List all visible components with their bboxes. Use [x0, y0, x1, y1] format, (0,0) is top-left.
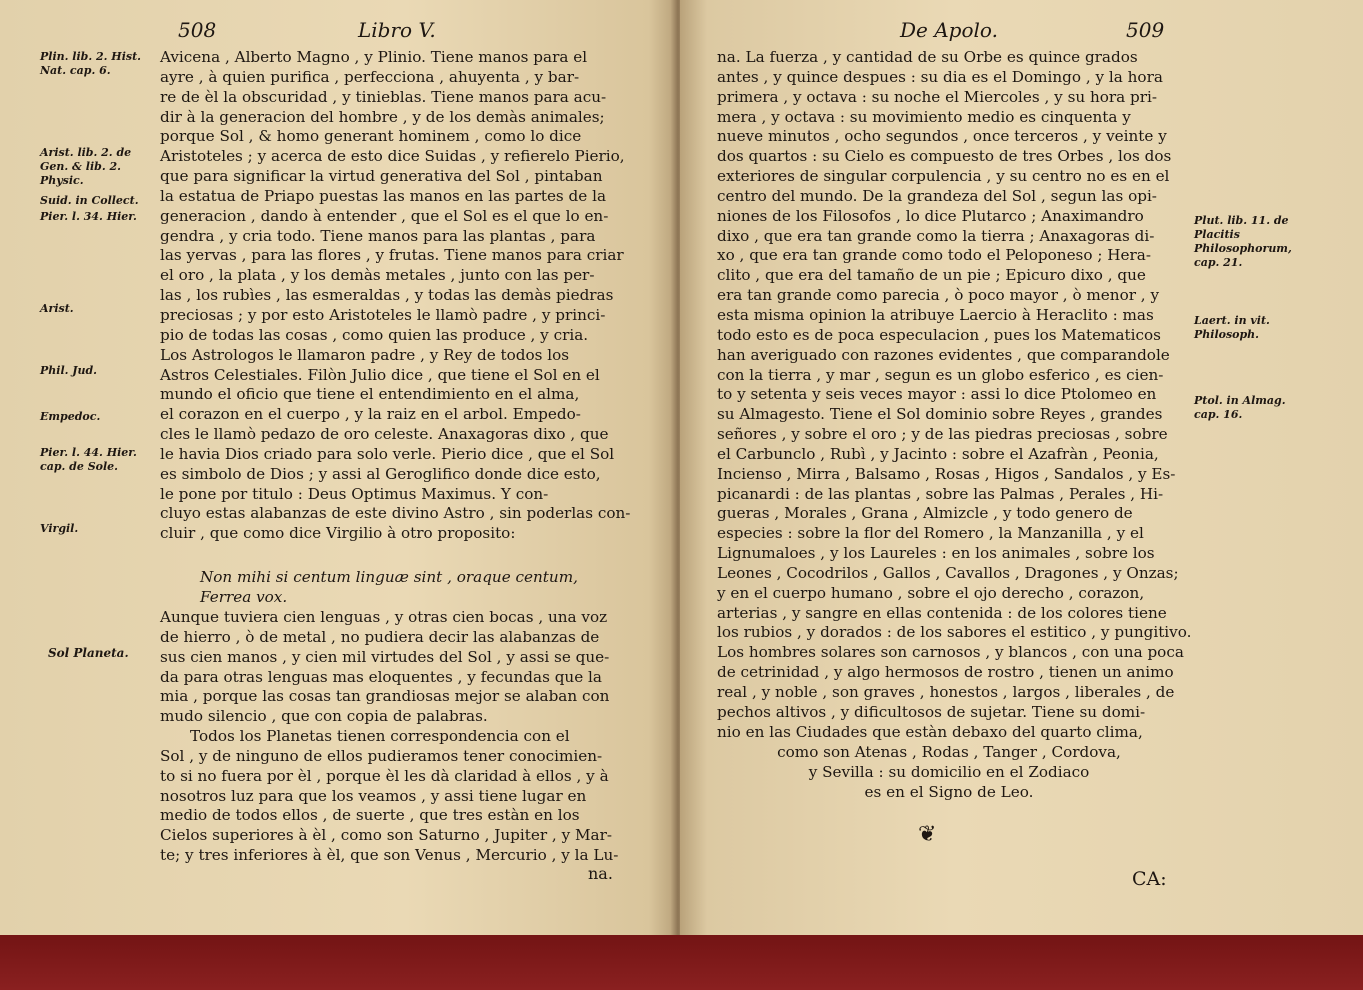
text-line: el Carbunclo , Rubì , y Jacinto : sobre el Azafràn , Peonia, — [717, 444, 1159, 463]
text-line: centro del mundo. De la grandeza del Sol , segun las opi- — [717, 186, 1157, 205]
text-line: el corazon en el cuerpo , y la raiz en el arbol. Empedo- — [160, 405, 581, 424]
text-line: era tan grande como parecia , ò poco mayor , ò menor , y — [717, 286, 1160, 305]
folio-left: 508 — [178, 18, 217, 42]
text-line: re de èl la obscuridad , y tinieblas. Tiene manos para acu- — [160, 87, 607, 106]
text-line: gueras , Morales , Grana , Almizcle , y todo genero de — [717, 504, 1133, 523]
text-line: pio de todas las cosas , como quien las produce , y cria. — [160, 325, 589, 344]
text-line: cles le llamò pedazo de oro celeste. Anaxagoras dixo , que — [160, 425, 609, 444]
verse-line: Ferrea vox. — [200, 587, 288, 606]
text-line: han averiguado con razones evidentes , que comparandole — [717, 345, 1170, 364]
text-line: cluir , que como dice Virgilio à otro proposito: — [160, 524, 516, 543]
text-line: Los hombres solares son carnosos , y blancos , con una poca — [717, 643, 1184, 662]
margin-note-pierio-34: Pier. l. 34. Hier. — [40, 210, 137, 223]
text-line: todo esto es de poca especulacion , pues los Matematicos — [717, 325, 1161, 344]
text-line: pechos altivos , y dificultosos de sujetar. Tiene su domi- — [717, 702, 1146, 721]
text-line: de cetrinidad , y algo hermosos de rostro , tienen un animo — [717, 663, 1174, 682]
text-line: mudo silencio , que con copia de palabras. — [160, 707, 488, 726]
text-line: preciosas ; y por esto Aristoteles le llamò padre , y princi- — [160, 305, 606, 324]
text-line: dos quartos : su Cielo es compuesto de tres Orbes , los dos — [717, 147, 1172, 166]
text-line: nio en las Ciudades que estàn debaxo del quarto clima, — [717, 722, 1143, 741]
margin-note-arist: Arist. — [40, 302, 74, 315]
text-line: picanardi : de las plantas , sobre las Palmas , Perales , Hi- — [717, 484, 1164, 503]
text-line: primera , y octava : su noche el Miercoles , y su hora pri- — [717, 87, 1158, 106]
text-line: Lignumaloes , y los Laureles : en los animales , sobre los — [717, 544, 1155, 563]
margin-note-phil-jud: Phil. Jud. — [40, 364, 98, 377]
text-line: el oro , la plata , y los demàs metales , junto con las per- — [160, 266, 595, 285]
text-line: las , los rubìes , las esmeraldas , y todas las demàs piedras — [160, 286, 614, 305]
text-line: xo , que era tan grande como todo el Peloponeso ; Hera- — [717, 246, 1151, 265]
text-line: na. La fuerza , y cantidad de su Orbe es quince grados — [717, 48, 1138, 66]
text-line: Incienso , Mirra , Balsamo , Rosas , Higos , Sandalos , y Es- — [717, 464, 1176, 483]
catchword-left: na. — [588, 864, 613, 883]
text-line: sus cien manos , y cien mil virtudes del Sol , y assi se que- — [160, 647, 610, 666]
margin-note-sol-planeta: Sol Planeta. — [48, 646, 129, 660]
text-line: generacion , dando à entender , que el Sol es el que lo en- — [160, 206, 609, 225]
text-line: mundo el oficio que tiene el entendimiento en el alma, — [160, 385, 580, 404]
text-line: dir à la generacion del hombre , y de los demàs animales; — [160, 107, 605, 126]
text-line: nueve minutos , ocho segundos , once terceros , y veinte y — [717, 127, 1167, 146]
text-line: la estatua de Priapo puestas las manos en las partes de la — [160, 186, 606, 205]
margin-note-virgil: Virgil. — [40, 522, 79, 535]
text-line: y Sevilla : su domicilio en el Zodiaco — [808, 762, 1090, 781]
text-line: Avicena , Alberto Magno , y Plinio. Tiene manos para el — [160, 48, 588, 66]
text-line: real , y noble , son graves , honestos , largos , liberales , de — [717, 683, 1175, 701]
text-line: gendra , y cria todo. Tiene manos para las plantas , para — [160, 226, 596, 245]
text-line: señores , y sobre el oro ; y de las piedras preciosas , sobre — [717, 425, 1168, 444]
text-line: cluyo estas alabanzas de este divino Astro , sin poderlas con- — [160, 504, 631, 523]
right-page — [680, 0, 1363, 935]
text-line: dixo , que era tan grande como la tierra ; Anaxagoras di- — [717, 226, 1155, 245]
text-line: especies : sobre la flor del Romero , la Manzanilla , y el — [717, 524, 1144, 543]
running-head-left: Libro V. — [358, 18, 436, 42]
margin-note-plutarco: Plut. lib. 11. de Placitis Philosophorum, cap. 21. — [1194, 214, 1292, 269]
text-line: to si no fuera por èl , porque èl les dà claridad à ellos , y à — [160, 766, 609, 785]
margin-note-suidas: Suid. in Collect. — [40, 194, 139, 207]
text-line: Aristoteles ; y acerca de esto dice Suidas , y refierelo Pierio, — [160, 147, 625, 166]
text-line: te; y tres inferiores à èl, que son Venus , Mercurio , y la Lu- — [160, 846, 619, 865]
text-line: esta misma opinion la atribuye Laercio à Heraclito : mas — [717, 305, 1154, 324]
text-line: nosotros luz para que los veamos , y assi tiene lugar en — [160, 786, 587, 805]
folio-right: 509 — [1126, 18, 1165, 42]
text-line: da para otras lenguas mas eloquentes , y fecundas que la — [160, 667, 602, 686]
text-line: de hierro , ò de metal , no pudiera decir las alabanzas de — [160, 627, 600, 646]
margin-note-pierio-44: Pier. l. 44. Hier. cap. de Sole. — [40, 446, 137, 473]
margin-note-ptolomeo: Ptol. in Almag. cap. 16. — [1194, 394, 1286, 421]
margin-note-empedoc: Empedoc. — [40, 410, 101, 423]
text-line: medio de todos ellos , de suerte , que tres estàn en los — [160, 806, 580, 825]
text-line: es en el Signo de Leo. — [864, 782, 1034, 801]
text-line: niones de los Filosofos , lo dice Plutarco ; Anaximandro — [717, 206, 1144, 225]
text-line: es simbolo de Dios ; y assi al Geroglifico donde dice esto, — [160, 464, 601, 483]
left-page — [0, 0, 676, 935]
text-line: le pone por titulo : Deus Optimus Maximus. Y con- — [160, 484, 549, 503]
left-paragraph-1 — [160, 48, 631, 544]
text-line: su Almagesto. Tiene el Sol dominio sobre Reyes , grandes — [717, 405, 1163, 424]
tailpiece-ornament: ❦ — [918, 822, 937, 847]
text-line: antes , y quince despues : su dia es el Domingo , y la hora — [717, 67, 1163, 86]
text-line: con la tierra , y mar , segun es un globo esferico , es cien- — [717, 365, 1164, 384]
text-line: Todos los Planetas tienen correspondencia con el — [190, 727, 570, 745]
text-line: como son Atenas , Rodas , Tanger , Cordova, — [777, 743, 1121, 761]
margin-note-plinio: Plin. lib. 2. Hist. Nat. cap. 6. — [40, 50, 141, 77]
text-line: Aunque tuviera cien lenguas , y otras cien bocas , una voz — [160, 608, 608, 626]
text-line: ayre , à quien purifica , perfecciona , ahuyenta , y bar- — [160, 67, 580, 86]
text-line: Cielos superiores à èl , como son Saturno , Jupiter , y Mar- — [160, 826, 612, 845]
left-paragraph-3 — [160, 727, 624, 866]
margin-note-arist-gen: Arist. lib. 2. de Gen. & lib. 2. Physic. — [40, 146, 132, 187]
latin-verse — [200, 568, 578, 608]
right-paragraph-1 — [717, 48, 1192, 743]
text-line: mera , y octava : su movimiento medio es cinquenta y — [717, 107, 1131, 126]
text-line: Astros Celestiales. Filòn Julio dice , que tiene el Sol en el — [160, 365, 600, 384]
text-line: las yervas , para las flores , y frutas. Tiene manos para criar — [160, 246, 624, 265]
text-line: y en el cuerpo humano , sobre el ojo derecho , corazon, — [717, 583, 1145, 602]
text-line: clito , que era del tamaño de un pie ; Epicuro dixo , que — [717, 266, 1146, 285]
text-line: to y setenta y seis veces mayor : assi lo dice Ptolomeo en — [717, 385, 1157, 404]
left-paragraph-2 — [160, 608, 624, 727]
text-line: que para significar la virtud generativa del Sol , pintaban — [160, 167, 603, 186]
right-closing-lines — [717, 743, 1181, 803]
margin-note-laercio: Laert. in vit. Philosoph. — [1194, 314, 1270, 341]
text-line: los rubios , y dorados : de los sabores el estitico , y pungitivo. — [717, 623, 1192, 642]
text-line: mia , porque las cosas tan grandiosas mejor se alaban con — [160, 687, 610, 706]
text-line: le havia Dios criado para solo verle. Pierio dice , que el Sol — [160, 444, 615, 463]
text-line: porque Sol , & homo generant hominem , como lo dice — [160, 127, 582, 146]
text-line: arterias , y sangre en ellas contenida : de los colores tiene — [717, 603, 1167, 622]
text-line: Los Astrologos le llamaron padre , y Rey de todos los — [160, 345, 570, 364]
catchword-right: CA: — [1132, 868, 1167, 890]
verse-line: Non mihi si centum linguæ sint , oraque centum, — [200, 568, 578, 586]
text-line: Sol , y de ninguno de ellos pudieramos tener conocimien- — [160, 746, 603, 765]
running-head-right: De Apolo. — [900, 18, 998, 42]
text-line: exteriores de singular corpulencia , y su centro no es en el — [717, 167, 1170, 186]
text-line: Leones , Cocodrilos , Gallos , Cavallos , Dragones , y Onzas; — [717, 563, 1179, 582]
